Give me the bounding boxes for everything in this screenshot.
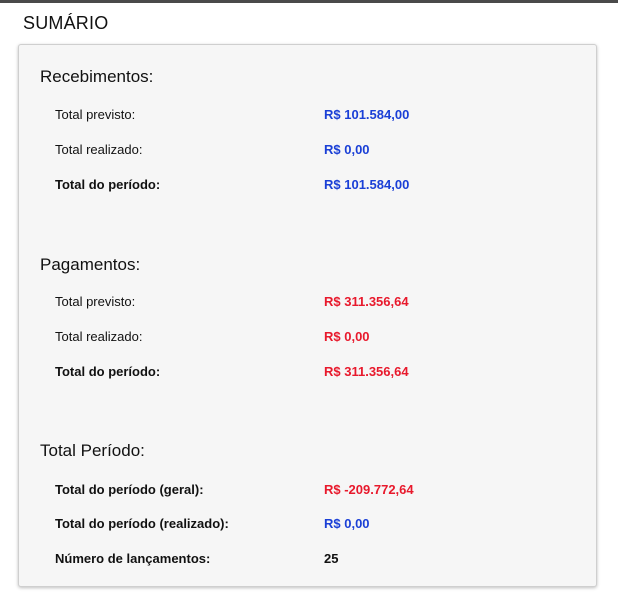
row-label: Total do período: — [55, 177, 161, 192]
row-label: Total previsto: — [55, 294, 136, 309]
section-title-pagamentos: Pagamentos: — [40, 255, 141, 274]
pagamentos-row-previsto — [55, 294, 575, 312]
summary-panel — [18, 44, 597, 587]
top-divider — [0, 0, 618, 3]
section-title-recebimentos: Recebimentos: — [40, 67, 154, 86]
recebimentos-row-previsto — [55, 107, 575, 125]
row-value: R$ 311.356,64 — [324, 364, 409, 379]
row-value: R$ 0,00 — [324, 142, 370, 157]
section-title-total-periodo: Total Período: — [40, 441, 145, 460]
pagamentos-row-total — [55, 364, 575, 382]
total-row-realizado — [55, 516, 575, 534]
row-value: R$ 101.584,00 — [324, 177, 410, 192]
row-value: R$ 0,00 — [324, 516, 370, 531]
page-title: SUMÁRIO — [23, 13, 109, 33]
row-label: Total realizado: — [55, 329, 143, 344]
recebimentos-row-realizado — [55, 142, 575, 160]
row-value: R$ 311.356,64 — [324, 294, 409, 309]
total-row-geral — [55, 482, 575, 500]
row-label: Total realizado: — [55, 142, 143, 157]
row-label: Total do período (geral): — [55, 482, 204, 497]
total-row-lancamentos — [55, 551, 575, 569]
row-value: R$ 0,00 — [324, 329, 370, 344]
row-value: R$ 101.584,00 — [324, 107, 410, 122]
row-label: Total do período (realizado): — [55, 516, 229, 531]
row-label: Total previsto: — [55, 107, 136, 122]
pagamentos-row-realizado — [55, 329, 575, 347]
row-label: Número de lançamentos: — [55, 551, 211, 566]
recebimentos-row-total — [55, 177, 575, 195]
row-label: Total do período: — [55, 364, 161, 379]
row-value: R$ -209.772,64 — [324, 482, 414, 497]
row-value: 25 — [324, 551, 339, 566]
